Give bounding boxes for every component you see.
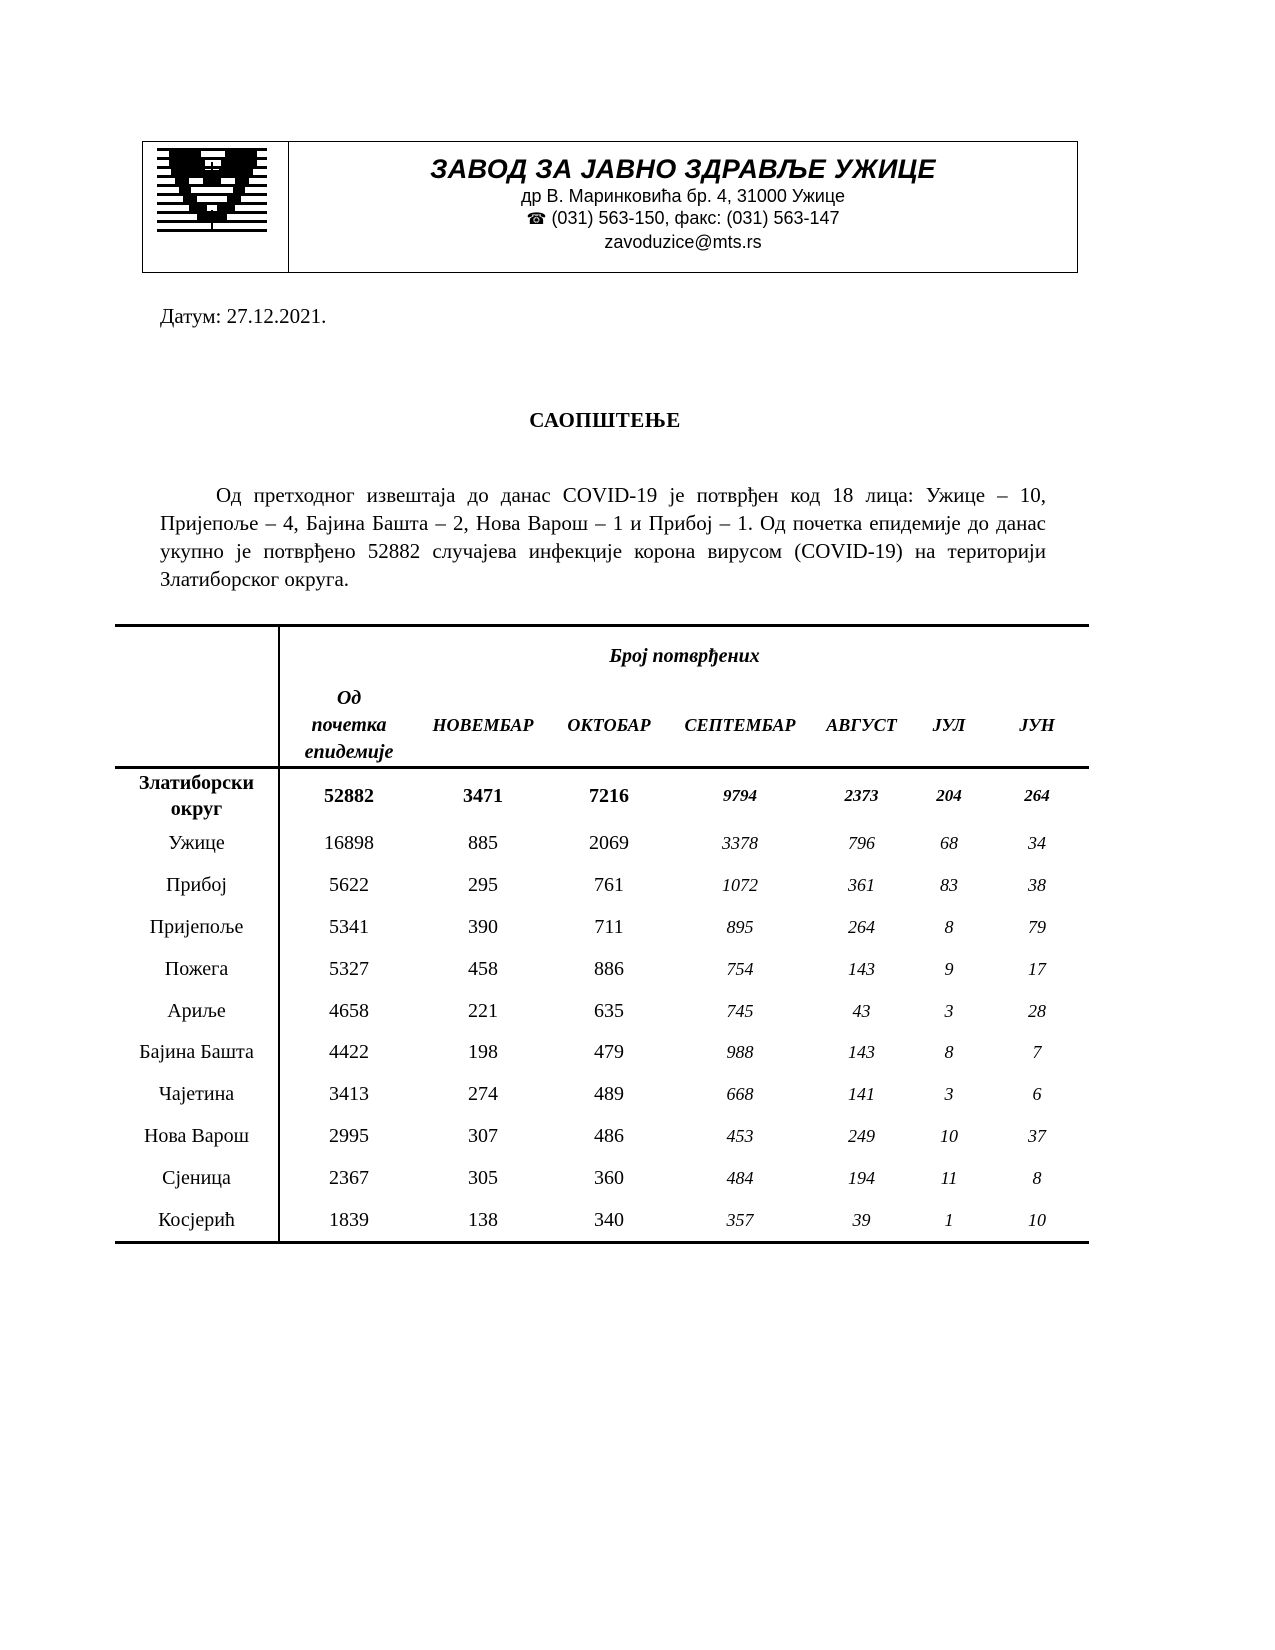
letterhead [142,141,1078,273]
cell: 2995 [329,1124,369,1147]
cell: 38 [1028,875,1046,896]
table-row [115,907,1089,949]
cell: 7 [1032,1042,1042,1063]
email: zavoduzice@mts.rs [604,232,762,252]
cell: 7216 [589,784,629,807]
cell: 761 [594,874,624,897]
table-row [115,823,1089,865]
row-name: Ужице [115,823,279,865]
announcement-paragraph: Од претходног извештаја до данас COVID-19 је потврђен код 18 лица: Ужице – 10, Пријепоље – 4, Бајина Башта – 2, Нова Варош – 1 и Прибој – 1. Од почетка епидемије до данас укупно је потврђено 52882 случајева инфекције корона вирусом (COVID-19) на територији Златиборског округа. [160,483,1046,591]
cell: 2069 [589,832,629,855]
cell: 8 [1032,1167,1042,1188]
cell: 194 [848,1167,875,1188]
row-name-total: Златиборски округ [115,768,279,824]
cell: 4658 [329,999,369,1022]
cell: 988 [726,1042,754,1063]
cell: 4422 [329,1041,369,1064]
cell: 264 [848,916,875,937]
phone-icon: ☎ [526,211,547,228]
cell: 138 [418,1199,548,1242]
table-row [115,1074,1089,1116]
cell: 141 [848,1084,875,1105]
column-header-since-start: Од почетка епидемије [304,687,394,763]
cell: 668 [726,1084,754,1105]
empty-corner-cell [115,626,279,768]
cell: 1072 [722,875,758,896]
column-header-august: АВГУСТ [826,715,897,735]
row-name: Нова Варош [115,1116,279,1158]
table-row [115,1157,1089,1199]
column-header-july: ЈУЛ [932,715,966,735]
cell: 28 [1028,1000,1046,1021]
row-name: Косјерић [115,1199,279,1242]
cell: 1 [913,1199,985,1242]
cell: 2373 [844,786,879,805]
document-title: САОПШТЕЊЕ [529,408,681,432]
cell: 5622 [329,874,369,897]
cell: 68 [940,833,958,854]
cell: 10 [985,1199,1089,1242]
cell: 79 [1028,916,1046,937]
cell: 635 [594,999,624,1022]
cell: 221 [468,999,498,1022]
organization-name: ЗАВОД ЗА ЈАВНО ЗДРАВЉЕ УЖИЦЕ [430,154,936,184]
table-row-total [115,768,1089,824]
cell: 3378 [722,833,758,854]
group-header-row [115,626,1089,686]
cell: 453 [726,1125,754,1146]
cell: 10 [940,1125,958,1146]
cell: 305 [468,1166,498,1189]
table-row [115,1116,1089,1158]
cell: 8 [944,916,954,937]
cell: 204 [936,786,962,805]
table-row [115,990,1089,1032]
cell: 295 [468,874,498,897]
cell: 143 [848,958,875,979]
cell: 390 [468,915,498,938]
phone-line [289,207,1077,231]
cell: 754 [726,958,754,979]
table-row [115,865,1089,907]
cell: 3413 [329,1083,369,1106]
phone-fax: (031) 563-150, факс: (031) 563-147 [551,208,840,228]
cell: 5327 [329,957,369,980]
cell: 249 [848,1125,875,1146]
address: др В. Маринковића бр. 4, 31000 Ужице [521,186,845,206]
cell: 360 [594,1166,624,1189]
table-row [115,1032,1089,1074]
cell: 895 [726,916,754,937]
row-name: Сјеница [115,1157,279,1199]
cell: 9794 [723,786,757,805]
cell: 796 [848,833,875,854]
table-row [115,948,1089,990]
cell: 143 [848,1042,875,1063]
row-name: Ариље [115,990,279,1032]
cell: 39 [810,1199,913,1242]
cell: 886 [594,957,624,980]
cell: 745 [726,1000,754,1021]
row-name: Чајетина [115,1074,279,1116]
cell: 274 [468,1083,498,1106]
cell: 340 [548,1199,670,1242]
row-name: Пријепоље [115,907,279,949]
cell: 5341 [329,915,369,938]
row-name: Бајина Башта [115,1032,279,1074]
cell: 43 [852,1000,871,1021]
cell: 264 [1024,786,1050,805]
column-header-october: ОКТОБАР [567,715,651,735]
cases-table [115,624,1089,1244]
cell: 2367 [329,1166,369,1189]
column-header-november: НОВЕМБАР [432,715,534,735]
cell: 711 [594,915,624,938]
cell: 885 [468,832,498,855]
cell: 16898 [324,832,374,855]
cell: 8 [944,1042,954,1063]
document-date: Датум: 27.12.2021. [160,304,327,328]
row-name: Пожега [115,948,279,990]
cell: 458 [468,957,498,980]
column-header-september: СЕПТЕМБАР [684,715,796,735]
cell: 479 [594,1041,624,1064]
letterhead-info [289,142,1077,272]
cell: 34 [1028,833,1046,854]
cell: 361 [848,875,875,896]
cell: 6 [1032,1084,1042,1105]
cell: 198 [468,1041,498,1064]
cell: 1839 [279,1199,418,1242]
cell: 489 [594,1083,624,1106]
table-row [115,1199,1089,1242]
cell: 357 [670,1199,810,1242]
cell: 52882 [324,784,374,807]
column-header-june: ЈУН [1019,715,1055,735]
cell: 17 [1028,958,1046,979]
cell: 83 [940,875,958,896]
logo-cell [143,142,289,272]
cell: 3471 [463,784,503,807]
row-name: Прибој [115,865,279,907]
cell: 307 [468,1124,498,1147]
cell: 484 [726,1167,754,1188]
cell: 9 [944,958,954,979]
cell: 3 [944,1084,954,1105]
institute-logo-icon [157,148,267,236]
cell: 11 [940,1167,958,1188]
cell: 37 [1028,1125,1046,1146]
cell: 486 [594,1124,624,1147]
cell: 3 [944,1000,954,1021]
group-header: Број потврђених [609,644,760,667]
